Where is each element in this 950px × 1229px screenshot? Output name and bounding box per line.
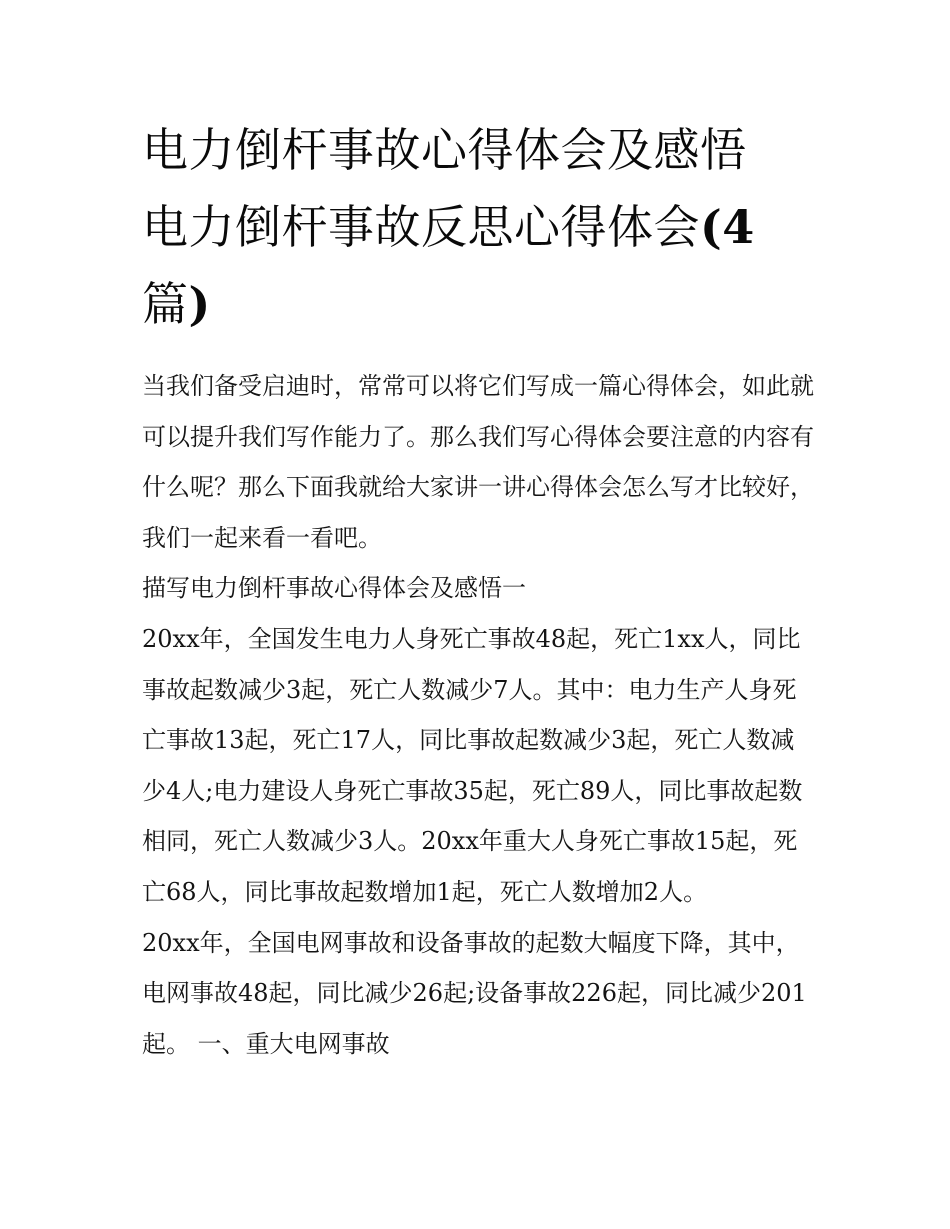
title-line-2-suffix: (4	[700, 200, 755, 254]
document-page	[142, 112, 814, 1069]
title-line-2: 电力倒杆事故反思心得体会	[142, 200, 700, 254]
title-line-3: 篇	[142, 277, 189, 331]
title-line-1: 电力倒杆事故心得体会及感悟	[142, 123, 747, 177]
title-line-3-suffix: )	[188, 277, 211, 331]
intro-paragraph: 当我们备受启迪时，常常可以将它们写成一篇心得体会，如此就可以提升我们写作能力了。那么我们写心得体会要注意的内容有什么呢？那么下面我就给大家讲一讲心得体会怎么写才比较好，我们一起来看一看吧。	[142, 372, 814, 552]
document-title	[142, 112, 814, 343]
document-body	[142, 361, 814, 1069]
grid-accident-paragraph: 20xx年，全国电网事故和设备事故的起数大幅度下降，其中，电网事故48起，同比减少26起;设备事故226起，同比减少201起。 一、重大电网事故	[142, 928, 807, 1058]
statistics-paragraph: 20xx年，全国发生电力人身死亡事故48起，死亡1xx人，同比事故起数减少3起，死亡人数减少7人。其中：电力生产人身死亡事故13起，死亡17人，同比事故起数减少3起，死亡人数减少4人;电力建设人身死亡事故35起，死亡89人，同比事故起数相同，死亡人数减少3人。20xx年重大人身死亡事故15起，死亡68人，同比事故起数增加1起，死亡人数增加2人。	[142, 624, 803, 906]
section-heading: 描写电力倒杆事故心得体会及感悟一	[142, 574, 526, 603]
